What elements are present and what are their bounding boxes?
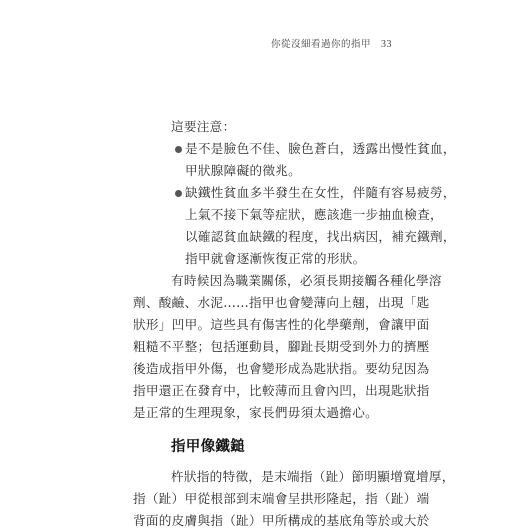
paragraph-line: 粗糙不平整；包括運動員，腳趾長期受到外力的擠壓: [133, 339, 430, 354]
bullet-item: 缺鐵性貧血多半發生在女性，伴隨有容易疲勞，: [133, 182, 395, 204]
paragraph-line: 狀形」凹甲。這些具有傷害性的化學藥劑，會讓甲面: [133, 317, 430, 332]
page-body: [133, 116, 456, 532]
running-title: 你從沒細看過你的指甲: [270, 39, 371, 50]
bullet-continuation: 指甲就會逐漸恢復正常的形狀。: [185, 251, 366, 266]
section-paragraph-line: 指（趾）甲從根部到末端會呈拱形隆起，指（趾）端: [133, 491, 430, 506]
section-paragraph-line: 杵狀指的特徵，是末端指（趾）節明顯增寬增厚，: [171, 469, 455, 484]
bullet-continuation: 上氣不接下氣等症狀，應該進一步抽血檢查，: [185, 207, 443, 222]
paragraph-line: 劑、酸鹼、水泥……指甲也會變薄向上翹，出現「匙: [133, 295, 430, 310]
running-header: [271, 36, 392, 50]
paragraph-line: 指甲還正在發育中，比較薄而且會內凹，出現匙狀指: [133, 383, 430, 398]
bullet-item: 是不是臉色不佳、臉色蒼白，透露出慢性貧血，: [133, 138, 395, 160]
page-number: 33: [381, 39, 392, 50]
bullet-dot-icon: [175, 146, 182, 153]
section-heading: 指甲像鐵鎚: [171, 439, 245, 455]
paragraph-line: 是正常的生理現象，家長們毋須太過擔心。: [133, 405, 378, 420]
paragraph-line: 後造成指甲外傷，也會變形成為匙狀指。要幼兒因為: [133, 361, 430, 376]
paragraph-line: 有時候因為職業關係，必須長期接觸各種化學溶: [171, 273, 442, 288]
section-paragraph-line: 背面的皮膚與指（趾）甲所構成的基底角等於或大於: [133, 513, 430, 528]
bullet-continuation: 以確認貧血缺鐵的程度，找出病因，補充鐵劑，: [185, 229, 456, 244]
bullet-continuation: 甲狀腺障礙的徵兆。: [185, 163, 302, 178]
bullet-dot-icon: [175, 190, 182, 197]
note-intro: 這要注意：: [171, 119, 236, 134]
